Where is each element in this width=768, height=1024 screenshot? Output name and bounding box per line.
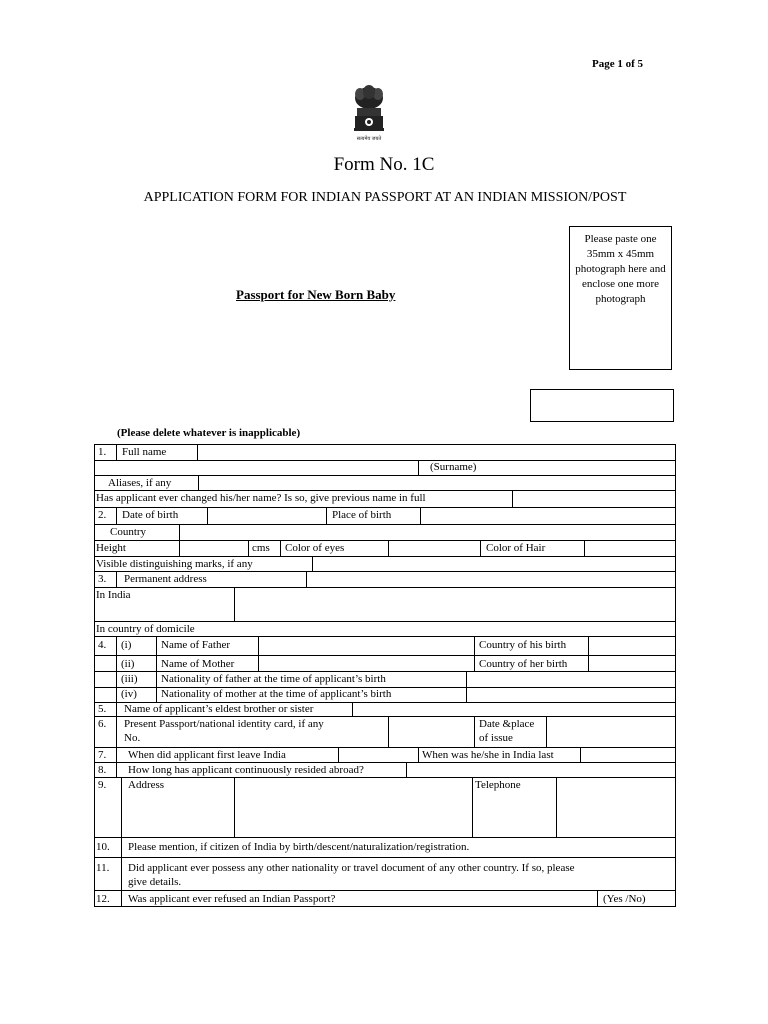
distinguishing-marks-label: Visible distinguishing marks, if any [96,558,253,570]
country-of-domicile-label: In country of domicile [96,623,195,635]
photo-instruction-text: Please paste one 35mm x 45mm photograph here and enclose one more photograph [575,233,666,305]
yes-no-label: (Yes /No) [603,893,646,905]
citizenship-type-label: Please mention, if citizen of India by birth/descent/naturalization/registration. [128,841,470,853]
passport-no-label: No. [124,732,141,744]
row-12-number: 12. [96,893,110,905]
aliases-label: Aliases, if any [108,477,172,489]
other-nationality-label: Did applicant ever possess any other nationality or travel document of any other country. If so, please [128,862,575,874]
of-issue-label: of issue [479,732,513,744]
row-6-number: 6. [98,718,107,730]
delete-inapplicable-note: (Please delete whatever is inapplicable) [117,427,301,439]
sub-iv: (iv) [121,688,137,700]
svg-text:सत्यमेव जयते: सत्यमेव जयते [356,136,382,142]
row-2-number: 2. [98,509,107,521]
full-name-label: Full name [122,446,167,458]
sub-iii: (iii) [121,673,138,685]
in-india-label: In India [96,589,131,601]
surname-label: (Surname) [430,461,477,473]
hair-color-label: Color of Hair [486,542,546,554]
row-3-number: 3. [98,573,107,585]
mother-nationality-label: Nationality of mother at the time of applicant’s birth [161,688,392,700]
father-birth-country-label: Country of his birth [479,639,567,651]
first-leave-india-label: When did applicant first leave India [128,749,286,761]
father-name-label: Name of Father [161,639,231,651]
permanent-address-label: Permanent address [124,573,207,585]
office-use-box [530,389,674,422]
mother-birth-country-label: Country of her birth [479,658,568,670]
place-of-birth-label: Place of birth [332,509,392,521]
sub-i: (i) [121,639,132,651]
height-label: Height [96,542,126,554]
row-8-number: 8. [98,764,107,776]
give-details-label: give details. [128,876,182,888]
resided-abroad-label: How long has applicant continuously resided abroad? [128,764,364,776]
application-form-table [94,444,676,907]
row-11-number: 11. [96,862,110,874]
row-1-number: 1. [98,446,107,458]
form-subtitle: Passport for New Born Baby [236,287,396,302]
country-label: Country [110,526,147,538]
date-of-birth-label: Date of birth [122,509,179,521]
application-title: APPLICATION FORM FOR INDIAN PASSPORT AT AN INDIAN MISSION/POST [143,190,627,205]
mother-name-label: Name of Mother [161,658,235,670]
photo-paste-box [569,226,672,370]
father-nationality-label: Nationality of father at the time of applicant’s birth [161,673,386,685]
last-in-india-label: When was he/she in India last [422,749,554,761]
row-10-number: 10. [96,841,110,853]
row-7-number: 7. [98,749,107,761]
refused-passport-label: Was applicant ever refused an Indian Passport? [128,893,336,905]
sub-ii: (ii) [121,658,135,670]
page-number: Page 1 of 5 [592,58,644,70]
present-passport-label: Present Passport/national identity card, if any [124,718,324,730]
form-number-title: Form No. 1C [333,154,435,175]
address-label: Address [128,779,165,791]
name-changed-question: Has applicant ever changed his/her name? Is so, give previous name in full [96,492,426,504]
date-place-issue-label: Date &place [479,718,535,730]
row-5-number: 5. [98,703,107,715]
telephone-label: Telephone [475,779,521,791]
row-9-number: 9. [98,779,107,791]
row-4-number: 4. [98,639,107,651]
eldest-sibling-label: Name of applicant’s eldest brother or sister [124,703,314,715]
national-emblem-logo [346,84,392,144]
cms-label: cms [252,542,270,554]
eye-color-label: Color of eyes [285,542,345,554]
